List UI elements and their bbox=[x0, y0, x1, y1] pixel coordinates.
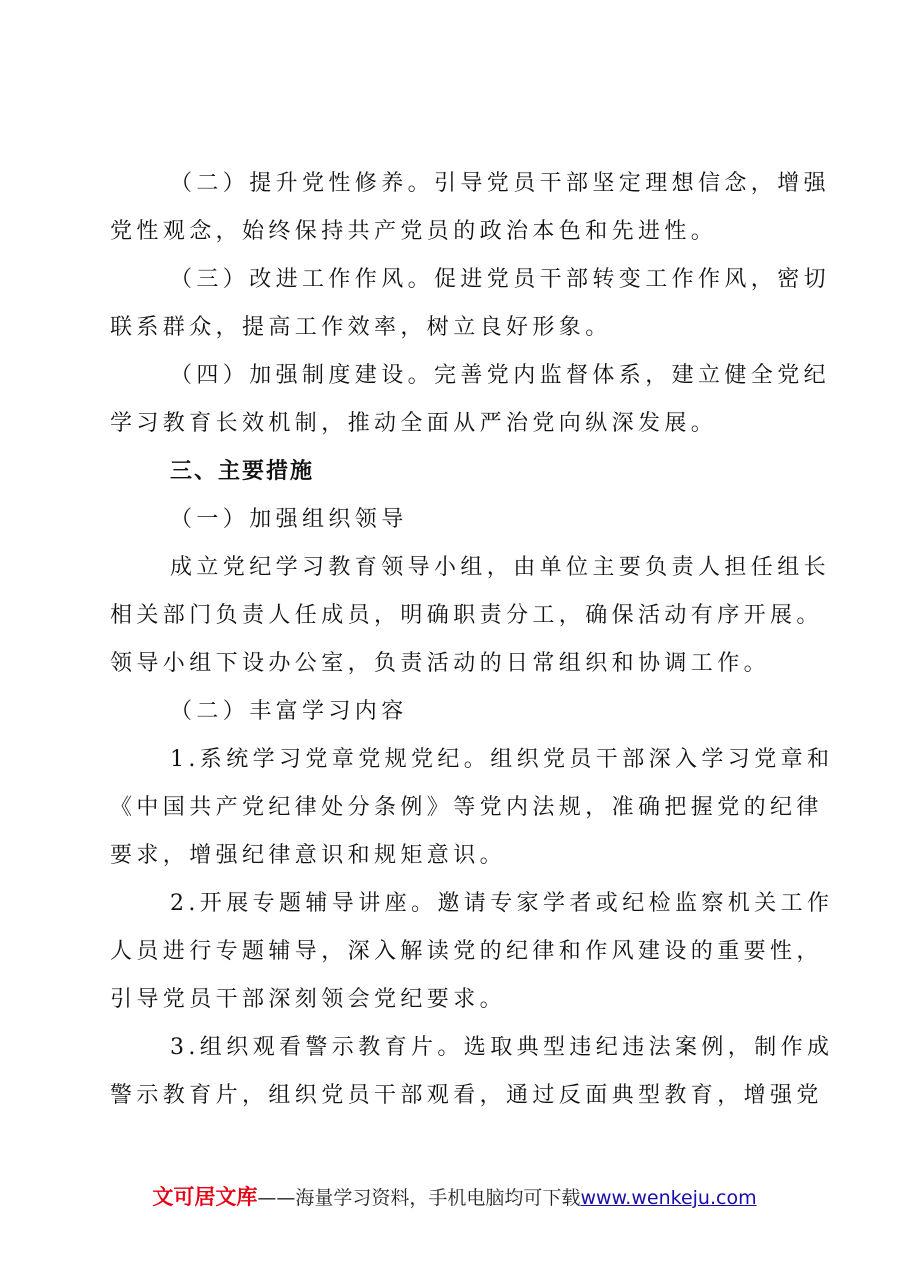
paragraph-line: （三）改进工作作风。促进党员干部转变工作作风，密切 bbox=[170, 267, 831, 292]
paragraph-line: 1.系统学习党章党规党纪。组织党员干部深入学习党章和 bbox=[170, 747, 834, 772]
paragraph-line: 党性观念，始终保持共产党员的政治本色和先进性。 bbox=[110, 219, 718, 244]
paragraph-line: 成立党纪学习教育领导小组，由单位主要负责人担任组长 bbox=[170, 555, 831, 580]
paragraph-line: 2.开展专题辅导讲座。邀请专家学者或纪检监察机关工作 bbox=[170, 891, 834, 916]
paragraph-line: 3.组织观看警示教育片。选取典型违纪违法案例，制作成 bbox=[170, 1035, 834, 1060]
paragraph-line: 学习教育长效机制，推动全面从严治党向纵深发展。 bbox=[110, 411, 718, 436]
paragraph-line: （二）丰富学习内容 bbox=[170, 699, 408, 724]
paragraph-line: 联系群众，提高工作效率，树立良好形象。 bbox=[110, 315, 612, 340]
paragraph-line: 警示教育片，组织党员干部观看，通过反面典型教育，增强党 bbox=[110, 1083, 823, 1108]
paragraph-line: 相关部门负责人任成员，明确职责分工，确保活动有序开展。 bbox=[110, 603, 823, 628]
paragraph-line: （二）提升党性修养。引导党员干部坚定理想信念，增强 bbox=[170, 171, 831, 196]
section-heading: 三、主要措施 bbox=[170, 459, 315, 484]
paragraph-line: 人员进行专题辅导，深入解读党的纪律和作风建设的重要性， bbox=[110, 939, 823, 964]
footer-site-link[interactable]: www.wenkeju.com bbox=[580, 1187, 757, 1209]
paragraph-line: 《中国共产党纪律处分条例》等党内法规，准确把握党的纪律 bbox=[110, 795, 823, 820]
document-body bbox=[110, 160, 834, 1120]
paragraph-line: （一）加强组织领导 bbox=[170, 507, 408, 532]
paragraph-line: 引导党员干部深刻领会党纪要求。 bbox=[110, 987, 507, 1012]
footer bbox=[0, 1183, 909, 1212]
paragraph-line: 领导小组下设办公室，负责活动的日常组织和协调工作。 bbox=[110, 651, 771, 676]
footer-slogan: ——海量学习资料，手机电脑均可下载 bbox=[257, 1187, 581, 1209]
paragraph-line: （四）加强制度建设。完善党内监督体系，建立健全党纪 bbox=[170, 363, 831, 388]
paragraph-line: 要求，增强纪律意识和规矩意识。 bbox=[110, 843, 507, 868]
footer-brand: 文可居文库 bbox=[152, 1185, 258, 1209]
